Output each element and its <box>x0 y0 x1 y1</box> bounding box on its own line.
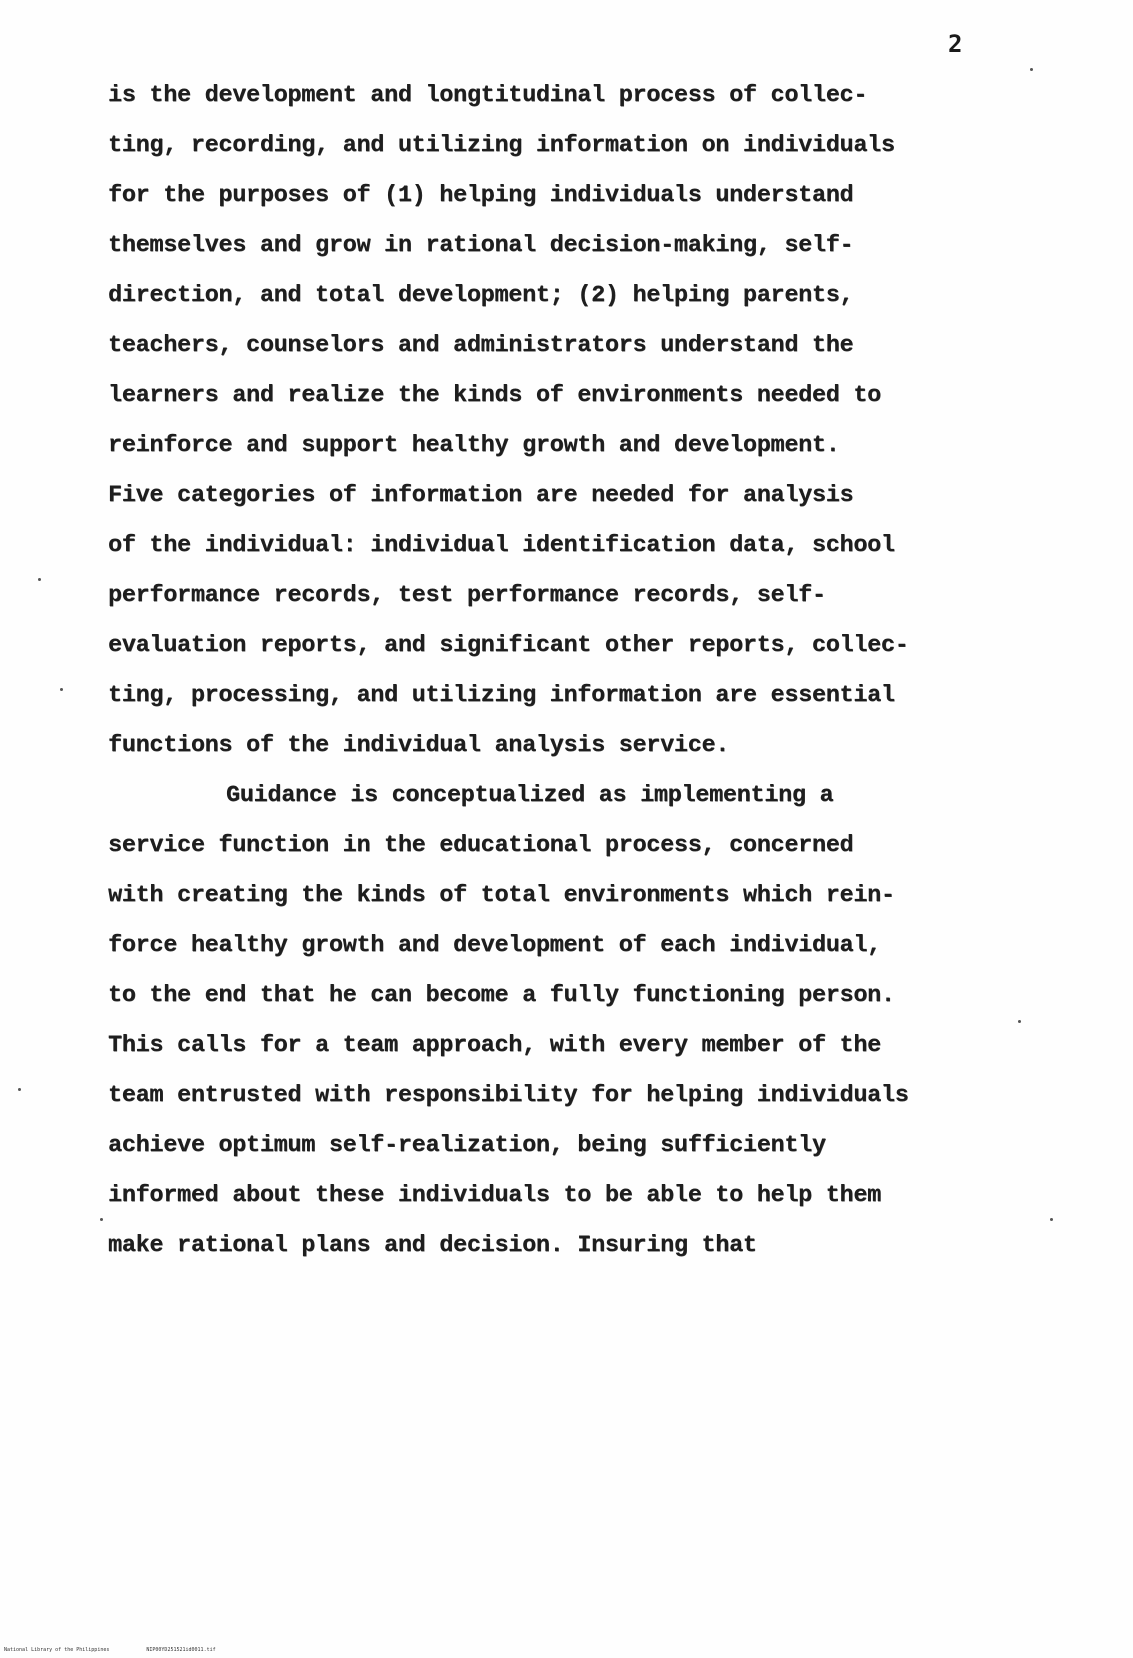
text-line: functions of the individual analysis service. <box>108 732 730 759</box>
text-line-indented: Guidance is conceptualized as implementing a <box>226 782 834 809</box>
text-line: team entrusted with responsibility for helping individuals <box>108 1082 909 1109</box>
text-line: reinforce and support healthy growth and development. <box>108 432 840 459</box>
body-text <box>108 71 1028 1271</box>
scan-speck <box>1050 1218 1053 1221</box>
page-number: 2 <box>948 30 963 58</box>
scan-speck <box>100 1218 103 1221</box>
text-line: is the development and longtitudinal process of collec- <box>108 82 868 109</box>
footer-file-id: NIP00YD251521id0011.tif <box>146 1647 216 1653</box>
scan-speck <box>38 578 41 581</box>
text-line: direction, and total development; (2) helping parents, <box>108 282 854 309</box>
scan-speck <box>1030 68 1033 71</box>
text-line: learners and realize the kinds of environments needed to <box>108 382 881 409</box>
footer-library: National Library of the Philippines <box>4 1647 110 1653</box>
text-line: This calls for a team approach, with every member of the <box>108 1032 881 1059</box>
text-line: service function in the educational process, concerned <box>108 832 854 859</box>
text-line: Five categories of information are needed for analysis <box>108 482 854 509</box>
text-line: force healthy growth and development of each individual, <box>108 932 881 959</box>
text-line: make rational plans and decision. Insuring that <box>108 1232 757 1259</box>
scan-speck <box>1018 1020 1021 1023</box>
text-line: ting, recording, and utilizing information on individuals <box>108 132 895 159</box>
paragraph-2 <box>108 771 1028 1271</box>
text-line: of the individual: individual identification data, school <box>108 532 895 559</box>
text-line: informed about these individuals to be able to help them <box>108 1182 881 1209</box>
text-line: to the end that he can become a fully functioning person. <box>108 982 895 1009</box>
paragraph-1 <box>108 71 1028 771</box>
scan-footer <box>4 1647 250 1653</box>
text-line: ting, processing, and utilizing information are essential <box>108 682 895 709</box>
text-line: achieve optimum self-realization, being sufficiently <box>108 1132 826 1159</box>
text-line: for the purposes of (1) helping individuals understand <box>108 182 854 209</box>
scan-speck <box>18 1088 21 1091</box>
text-line: themselves and grow in rational decision-making, self- <box>108 232 854 259</box>
text-line: teachers, counselors and administrators understand the <box>108 332 854 359</box>
text-line: with creating the kinds of total environments which rein- <box>108 882 895 909</box>
text-line: evaluation reports, and significant other reports, collec- <box>108 632 909 659</box>
scan-speck <box>60 688 63 691</box>
text-line: performance records, test performance records, self- <box>108 582 826 609</box>
